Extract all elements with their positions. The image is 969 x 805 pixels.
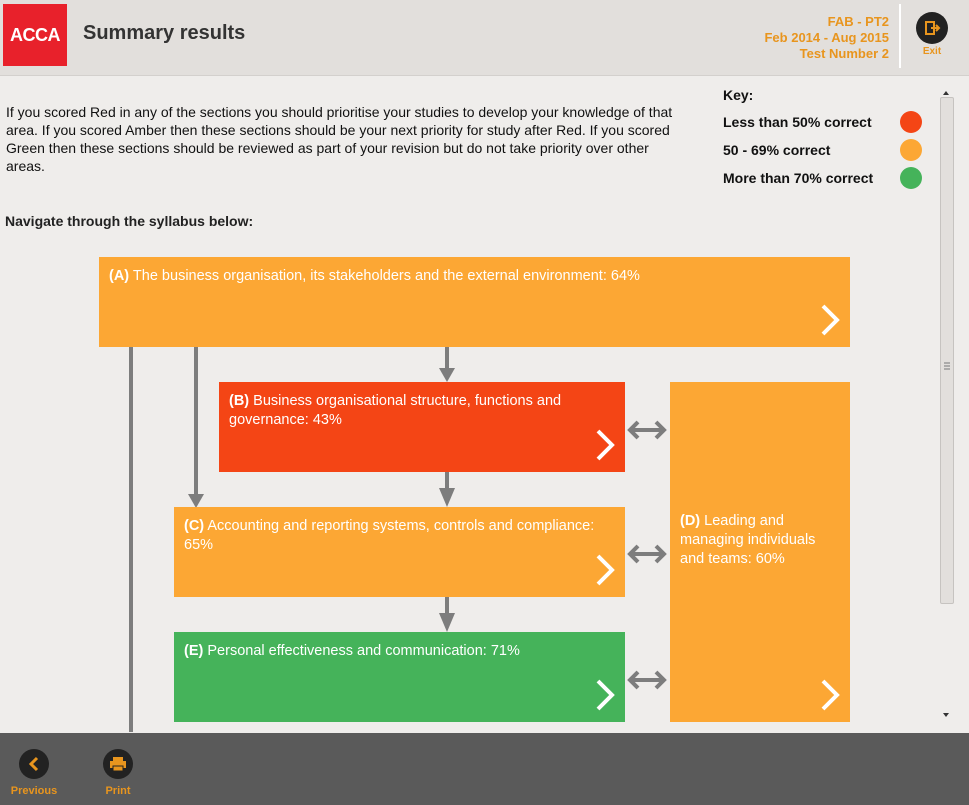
chevron-right-icon [595, 428, 615, 462]
section-b-box[interactable] [219, 382, 625, 472]
section-d-box[interactable] [670, 382, 850, 722]
key-label-amber: 50 - 69% correct [723, 142, 831, 158]
exit-door-icon [916, 12, 948, 44]
section-b-title: Business organisational structure, functions and governance: 43% [229, 393, 562, 428]
color-key [723, 87, 933, 192]
section-c-title: Accounting and reporting systems, controls and compliance: 65% [184, 518, 595, 553]
key-row-amber [723, 136, 933, 164]
chevron-left-icon [19, 749, 49, 779]
red-dot-icon [900, 111, 922, 133]
exit-button[interactable] [914, 12, 950, 57]
section-a-code: (A) [109, 268, 130, 284]
exam-name: FAB - PT2 [827, 14, 889, 29]
chevron-right-icon [595, 553, 615, 587]
exit-label: Exit [922, 46, 942, 57]
previous-button[interactable] [8, 749, 60, 797]
grip-icon [941, 362, 953, 370]
test-number: Test Number 2 [799, 46, 889, 61]
print-button[interactable] [96, 749, 140, 797]
connector-line [129, 346, 133, 732]
section-a-box[interactable] [99, 257, 850, 347]
section-b-code: (B) [229, 393, 250, 409]
section-c-box[interactable] [174, 507, 625, 597]
connector-line [445, 472, 449, 492]
connector-line [445, 346, 449, 371]
green-dot-icon [900, 167, 922, 189]
scroll-down-icon[interactable] [938, 710, 954, 720]
header-divider [899, 4, 901, 68]
print-label: Print [105, 785, 131, 797]
key-label-green: More than 70% correct [723, 170, 874, 186]
footer-bar [0, 733, 969, 805]
arrow-down-icon [188, 494, 204, 508]
section-a-title: The business organisation, its stakeholders and the external environment: 64% [132, 268, 640, 284]
section-c-code: (C) [184, 518, 205, 534]
key-row-red [723, 108, 933, 136]
key-row-green [723, 164, 933, 192]
connector-line [445, 597, 449, 617]
key-title: Key: [723, 87, 754, 103]
header-bar [0, 0, 969, 76]
page-title: Summary results [83, 22, 246, 44]
connector-line [194, 346, 198, 496]
navigate-heading: Navigate through the syllabus below: [5, 213, 254, 229]
acca-logo: ACCA [3, 4, 67, 66]
section-e-title: Personal effectiveness and communication: 71% [207, 643, 520, 659]
printer-icon [103, 749, 133, 779]
chevron-right-icon [820, 303, 840, 337]
amber-dot-icon [900, 139, 922, 161]
scrollbar-thumb[interactable] [940, 97, 954, 604]
intro-text: If you scored Red in any of the sections you should prioritise your studies to develop your knowledge of that area. If you scored Amber then these sections should be your next priority for study after Red. If you scored Green then these sections should be reviewed as part of your revision but do not take priority over other areas. [6, 104, 673, 174]
previous-label: Previous [10, 785, 58, 797]
section-d-code: (D) [680, 513, 701, 529]
chevron-right-icon [820, 678, 840, 712]
double-arrow-icon [630, 422, 664, 688]
chevron-right-icon [595, 678, 615, 712]
exam-period: Feb 2014 - Aug 2015 [764, 30, 889, 45]
section-e-box[interactable] [174, 632, 625, 722]
key-label-red: Less than 50% correct [723, 114, 872, 130]
test-info [764, 14, 889, 62]
content-area [0, 76, 938, 732]
section-d-title: Leading and managing individuals and teams: 60% [680, 513, 816, 567]
section-e-code: (E) [184, 643, 204, 659]
